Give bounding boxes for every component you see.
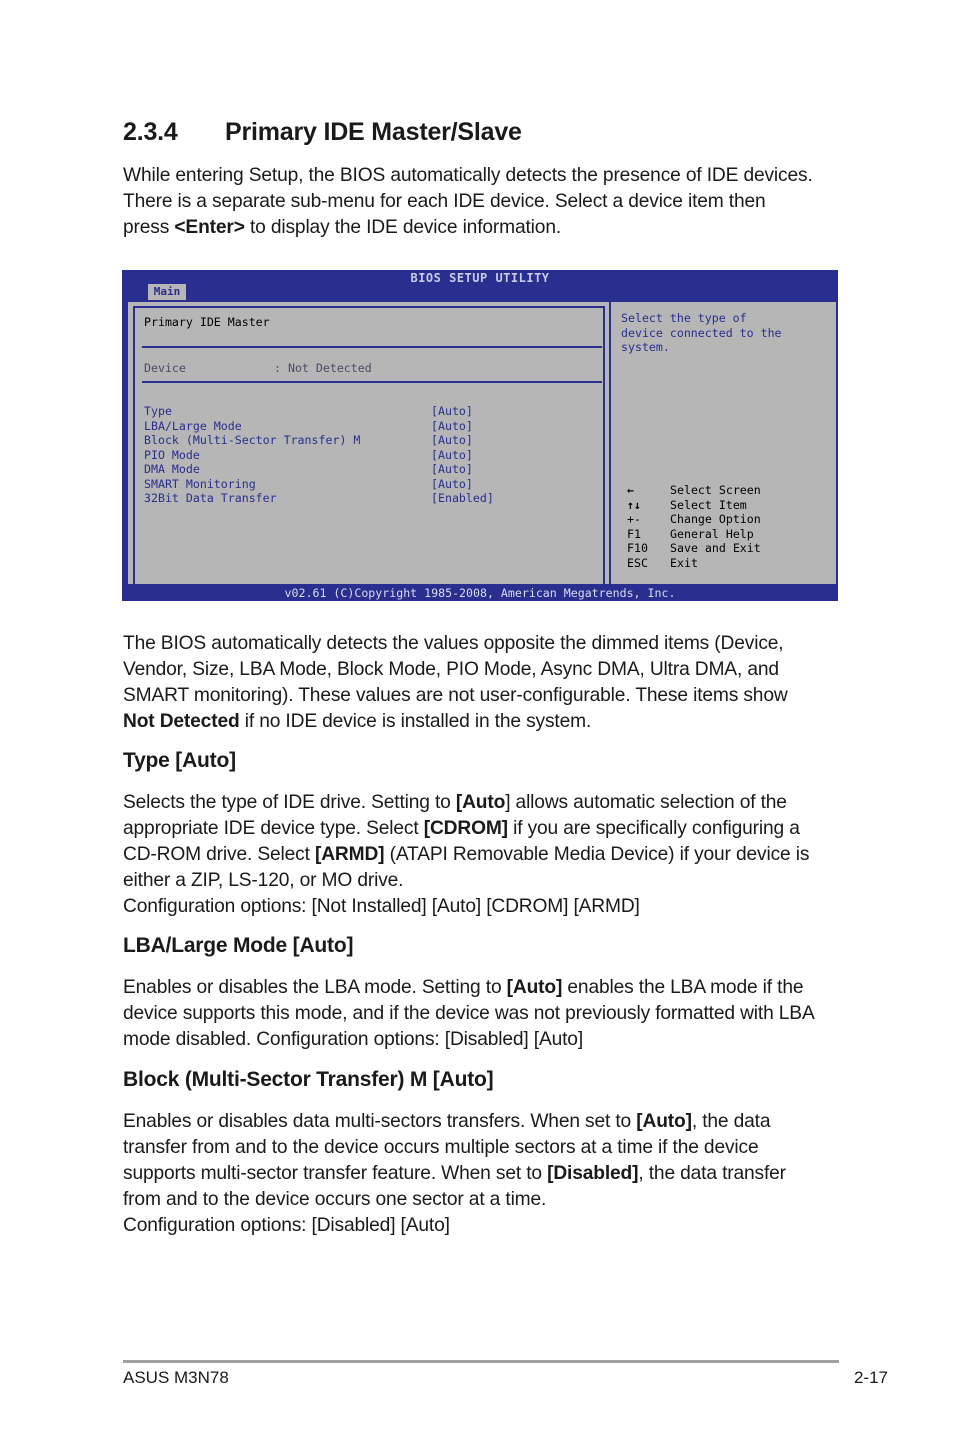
footer-divider bbox=[123, 1360, 839, 1363]
intro-line: While entering Setup, the BIOS automatically detects the presence of IDE devices. bbox=[123, 165, 813, 186]
bios-key: +- bbox=[627, 512, 641, 526]
lba-line: device supports this mode, and if the device was not previously formatted with LBA bbox=[123, 1003, 815, 1024]
bios-item-pio[interactable]: PIO Mode bbox=[144, 447, 200, 462]
block-line: from and to the device occurs one sector at a time. bbox=[123, 1189, 547, 1210]
footer-page-number: 2-17 bbox=[853, 1368, 888, 1387]
bios-key: ESC bbox=[627, 555, 648, 570]
lba-line: Enables or disables the LBA mode. Setting to [Auto] enables the LBA mode if the bbox=[123, 977, 804, 998]
bios-item-32bit[interactable]: 32Bit Data Transfer bbox=[144, 491, 277, 505]
section-heading bbox=[123, 118, 522, 147]
bios-item-32bit-value[interactable]: [Enabled] bbox=[431, 491, 494, 505]
up-down-arrow-icon: ↑↓ bbox=[627, 497, 641, 512]
detect-line: The BIOS automatically detects the values opposite the dimmed items (Device, bbox=[123, 633, 784, 654]
block-line: Enables or disables data multi-sectors transfers. When set to [Auto], the data bbox=[123, 1111, 771, 1132]
bios-item-pio-value[interactable]: [Auto] bbox=[431, 447, 473, 462]
bios-key-desc: Select Item bbox=[670, 497, 747, 512]
bios-panel-title: Primary IDE Master bbox=[144, 315, 270, 329]
bios-item-smart-value[interactable]: [Auto] bbox=[431, 476, 473, 491]
intro-line: press <Enter> to display the IDE device information. bbox=[123, 217, 562, 238]
bios-key-desc: General Help bbox=[670, 526, 754, 541]
type-line: Selects the type of IDE drive. Setting to [Auto] allows automatic selection of the bbox=[123, 792, 787, 813]
block-heading: Block (Multi-Sector Transfer) M [Auto] bbox=[123, 1068, 494, 1091]
lba-heading: LBA/Large Mode [Auto] bbox=[123, 934, 354, 957]
bios-item-smart[interactable]: SMART Monitoring bbox=[144, 476, 256, 491]
bios-title: BIOS SETUP UTILITY bbox=[410, 271, 550, 285]
bios-item-dma-value[interactable]: [Auto] bbox=[431, 462, 473, 476]
type-line: either a ZIP, LS-120, or MO drive. bbox=[123, 870, 404, 891]
bios-tab-main[interactable]: Main bbox=[148, 284, 186, 300]
intro-line: There is a separate sub-menu for each IDE device. Select a device item then bbox=[123, 191, 766, 212]
bios-key-desc: Save and Exit bbox=[670, 541, 761, 555]
bios-key-desc: Change Option bbox=[670, 512, 761, 526]
lba-line: mode disabled. Configuration options: [Disabled] [Auto] bbox=[123, 1029, 583, 1050]
intro-paragraph bbox=[123, 163, 843, 241]
bios-screenshot bbox=[122, 270, 838, 601]
section-number: 2.3.4 bbox=[123, 118, 178, 146]
type-config-options: Configuration options: [Not Installed] [Auto] [CDROM] [ARMD] bbox=[123, 896, 640, 917]
bios-item-block[interactable]: Block (Multi-Sector Transfer) M bbox=[144, 433, 361, 447]
footer-product: ASUS M3N78 bbox=[123, 1368, 229, 1387]
bios-item-lba-value[interactable]: [Auto] bbox=[431, 418, 473, 433]
type-line: appropriate IDE device type. Select [CDROM] if you are specifically configuring a bbox=[123, 818, 800, 839]
bios-help-line: system. bbox=[621, 340, 670, 354]
bios-key: F1 bbox=[627, 526, 641, 541]
detect-line: SMART monitoring). These values are not user-configurable. These items show bbox=[123, 685, 788, 706]
bios-device-label: Device bbox=[144, 361, 186, 375]
detect-line: Vendor, Size, LBA Mode, Block Mode, PIO Mode, Async DMA, Ultra DMA, and bbox=[123, 659, 779, 680]
detect-line: Not Detected if no IDE device is installed in the system. bbox=[123, 711, 592, 732]
block-config-options: Configuration options: [Disabled] [Auto] bbox=[123, 1215, 450, 1236]
section-title: Primary IDE Master/Slave bbox=[225, 118, 522, 146]
type-paragraph bbox=[123, 790, 843, 920]
enter-key-text: <Enter> bbox=[174, 217, 245, 238]
bios-key-desc: Select Screen bbox=[670, 483, 761, 497]
bios-key: F10 bbox=[627, 541, 648, 555]
left-arrow-icon: ← bbox=[627, 483, 634, 497]
bios-item-dma[interactable]: DMA Mode bbox=[144, 462, 200, 476]
type-line: CD-ROM drive. Select [ARMD] (ATAPI Removable Media Device) if your device is bbox=[123, 844, 810, 865]
type-heading: Type [Auto] bbox=[123, 749, 236, 772]
bios-item-type-value[interactable]: [Auto] bbox=[431, 404, 473, 418]
bios-help-line: Select the type of bbox=[621, 311, 747, 325]
bios-device-value: : Not Detected bbox=[274, 361, 372, 375]
bios-help-line: device connected to the bbox=[621, 325, 782, 340]
bios-help-panel bbox=[609, 300, 838, 586]
bios-divider bbox=[142, 346, 602, 348]
bios-item-lba[interactable]: LBA/Large Mode bbox=[144, 418, 242, 433]
bios-key-desc: Exit bbox=[670, 555, 698, 570]
block-line: transfer from and to the device occurs multiple sectors at a time if the device bbox=[123, 1137, 759, 1158]
block-line: supports multi-sector transfer feature. When set to [Disabled], the data transfer bbox=[123, 1163, 786, 1184]
bios-item-block-value[interactable]: [Auto] bbox=[431, 433, 473, 447]
block-paragraph bbox=[123, 1109, 843, 1239]
lba-paragraph bbox=[123, 975, 843, 1053]
not-detected-text: Not Detected bbox=[123, 711, 240, 732]
bios-item-type[interactable]: Type bbox=[144, 404, 172, 418]
bios-main-panel bbox=[126, 300, 612, 586]
bios-divider bbox=[142, 381, 602, 383]
bios-copyright: v02.61 (C)Copyright 1985-2008, American Megatrends, Inc. bbox=[284, 586, 676, 600]
bios-main-frame bbox=[133, 306, 605, 584]
detect-paragraph bbox=[123, 631, 843, 735]
